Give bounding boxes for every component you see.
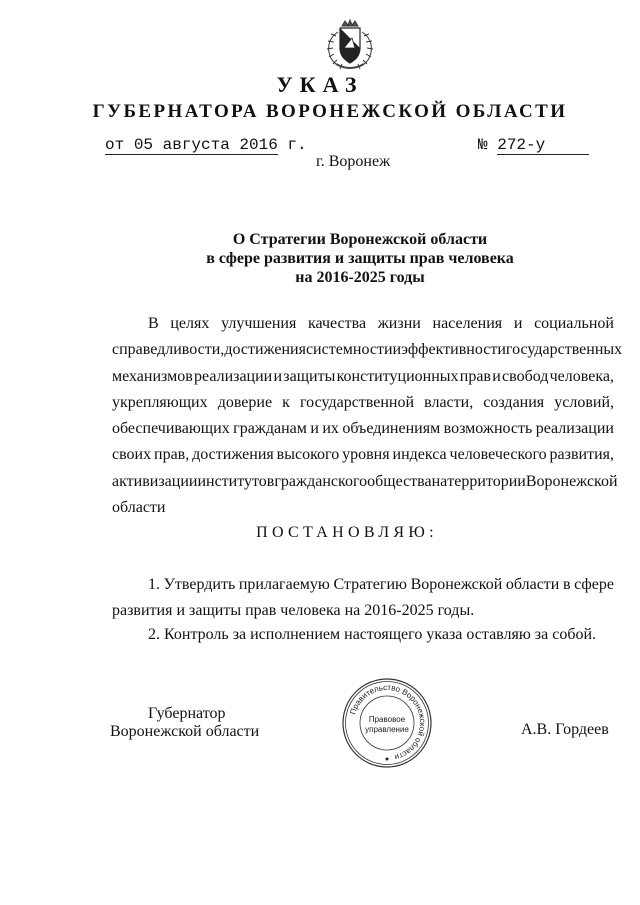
word: развития, <box>549 446 614 464</box>
word: государственной <box>300 393 415 411</box>
word: и <box>310 420 319 438</box>
word: реализации <box>535 420 614 438</box>
word: прав <box>459 367 491 385</box>
word: конституционных <box>336 367 459 385</box>
decree-item-1 <box>112 572 614 625</box>
word: В <box>148 315 159 332</box>
word: свобод <box>502 367 549 385</box>
preamble-line <box>112 442 614 468</box>
word: социальной <box>534 315 614 332</box>
word: человеческого <box>449 446 547 464</box>
word: государственных <box>505 341 623 359</box>
word: активизации <box>112 472 198 490</box>
word: возможность <box>443 420 533 438</box>
decree-item-2: 2. Контроль за исполнением настоящего указа оставляю за собой. <box>148 626 597 643</box>
decree-word: ПОСТАНОВЛЯЮ: <box>256 524 438 541</box>
word: эффективности <box>401 341 506 359</box>
word: уровня <box>342 446 390 464</box>
document-date <box>105 136 307 154</box>
preamble-line <box>112 390 614 416</box>
word: области <box>505 576 560 593</box>
preamble-line <box>112 311 614 337</box>
seal-center-line: управление <box>365 725 409 734</box>
word: высокого <box>276 446 340 464</box>
position-line: Воронежской области <box>110 723 260 740</box>
word: доверие <box>217 393 273 411</box>
signatory-name: А.В. Гордеев <box>521 721 609 738</box>
word: Утвердить <box>163 576 236 593</box>
word: человека, <box>549 367 614 385</box>
number-sign: № <box>478 136 488 154</box>
coat-of-arms-icon <box>318 18 382 72</box>
position-line: Губернатор <box>148 705 226 722</box>
word: на <box>431 472 448 490</box>
preamble-line: области <box>112 499 166 517</box>
word: населения <box>432 315 503 332</box>
preamble-line <box>112 364 614 390</box>
item-line <box>112 572 614 598</box>
word: создания <box>483 393 545 411</box>
word: и <box>513 315 523 332</box>
decree-heading <box>150 230 570 287</box>
word: объединениям <box>342 420 441 438</box>
preamble-paragraph <box>112 311 623 521</box>
word: гражданского <box>274 472 368 490</box>
preamble-line <box>112 337 623 363</box>
word: жизни <box>377 315 421 332</box>
word: реализации <box>194 367 273 385</box>
number-value: 272-у <box>497 136 589 155</box>
word: власти, <box>424 393 474 411</box>
word: достижения <box>192 446 274 464</box>
seal-center-line: Правовое <box>368 715 406 724</box>
date-value: 05 августа 2016 <box>133 136 278 154</box>
word: и <box>392 341 402 359</box>
preamble-line <box>112 469 618 495</box>
word: гражданам <box>233 420 307 438</box>
heading-line: в сфере развития и защиты прав человека <box>206 250 514 267</box>
word: Стратегию <box>333 576 407 593</box>
word: и <box>492 367 501 385</box>
word: их <box>322 420 339 438</box>
date-suffix: г. <box>287 136 307 154</box>
word: к <box>282 393 290 411</box>
word: механизмов <box>112 367 193 385</box>
word: индекса <box>392 446 447 464</box>
word: 1. <box>148 576 160 593</box>
word: институтов <box>197 472 275 490</box>
official-seal-icon <box>341 677 433 769</box>
word: улучшения <box>221 315 297 332</box>
word: укрепляющих <box>112 393 208 411</box>
preamble-line <box>112 416 614 442</box>
signatory-position <box>110 705 259 741</box>
word: Воронежской <box>525 472 618 490</box>
word: территории <box>447 472 526 490</box>
word: системности <box>305 341 393 359</box>
word: достижения <box>224 341 306 359</box>
word: сфере <box>574 576 614 593</box>
word: Воронежской <box>410 576 503 593</box>
word: своих <box>112 446 152 464</box>
date-prefix: от <box>105 136 125 154</box>
word: целях <box>170 315 210 332</box>
document-subtitle: ГУБЕРНАТОРА ВОРОНЕЖСКОЙ ОБЛАСТИ <box>92 101 568 122</box>
word: прилагаемую <box>238 576 330 593</box>
heading-line: О Стратегии Воронежской области <box>232 231 488 248</box>
heading-line: на 2016-2025 годы <box>295 269 425 286</box>
document-city: г. Воронеж <box>316 153 391 170</box>
word: в <box>562 576 571 593</box>
word: прав, <box>154 446 190 464</box>
word: условий, <box>554 393 614 411</box>
seal-ring-text: Правительство Воронежской области <box>348 682 428 763</box>
document-number <box>478 136 589 155</box>
word: общества <box>367 472 432 490</box>
word: справедливости, <box>112 341 225 359</box>
word: и <box>273 367 283 385</box>
word: обеспечивающих <box>112 420 230 438</box>
item-line: развития и защиты прав человека на 2016-2025 годы. <box>112 602 475 620</box>
word: защиты <box>283 367 336 385</box>
word: качества <box>307 315 367 332</box>
document-title: УКАЗ <box>276 72 364 97</box>
